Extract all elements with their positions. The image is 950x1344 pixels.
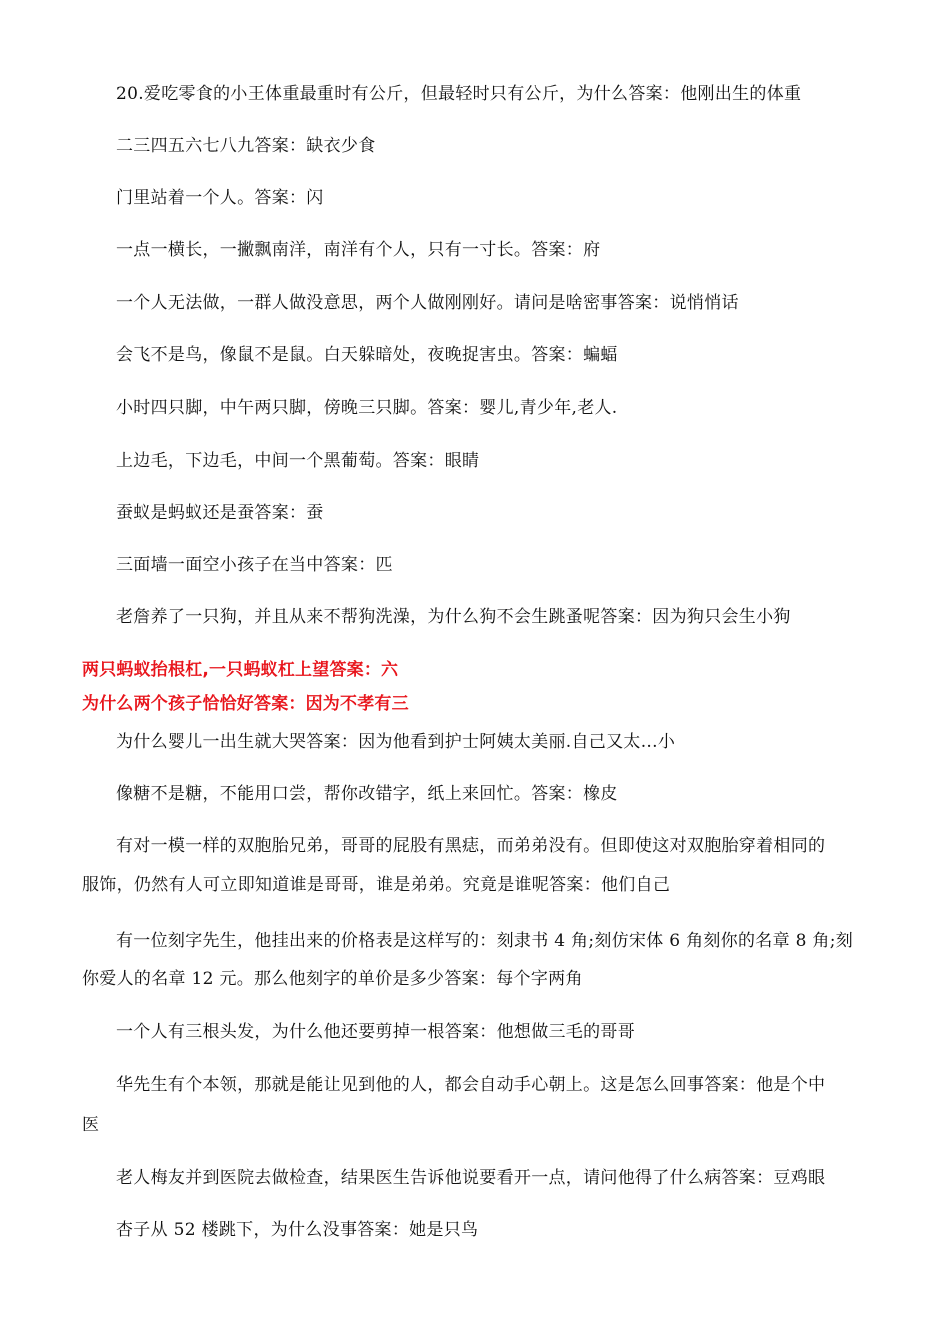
riddle-line: 会飞不是鸟，像鼠不是鼠。白天躲暗处，夜晚捉害虫。答案：蝙蝠 [116, 345, 618, 365]
riddle-line: 一个人无法做，一群人做没意思，两个人做刚刚好。请问是啥密事答案：说悄悄话 [116, 293, 739, 313]
riddle-line: 杏子从 52 楼跳下，为什么没事答案：她是只鸟 [116, 1220, 479, 1240]
engraver-riddle-line-1: 有一位刻字先生，他挂出来的价格表是这样写的：刻隶书 4 角;刻仿宋体 6 角刻你的名章 8 角;刻 [116, 931, 854, 951]
riddle-line: 上边毛，下边毛，中间一个黑葡萄。答案：眼睛 [116, 451, 480, 471]
doctor-riddle-line-1: 华先生有个本领，那就是能让见到他的人，都会自动手心朝上。这是怎么回事答案：他是个中 [116, 1075, 826, 1095]
riddle-line: 20.爱吃零食的小王体重最重时有公斤，但最轻时只有公斤，为什么答案：他刚出生的体重 [116, 84, 802, 104]
riddle-line: 蚕蚁是蚂蚁还是蚕答案：蚕 [116, 503, 324, 523]
twins-riddle-line-1: 有对一模一样的双胞胎兄弟，哥哥的屁股有黑痣，而弟弟没有。但即使这对双胞胎穿着相同的 [116, 836, 826, 856]
riddle-line: 为什么婴儿一出生就大哭答案：因为他看到护士阿姨太美丽.自己又太...小 [116, 732, 676, 752]
engraver-riddle-line-2: 你爱人的名章 12 元。那么他刻字的单价是多少答案：每个字两角 [82, 969, 583, 989]
riddle-line: 三面墙一面空小孩子在当中答案：匹 [116, 555, 393, 575]
riddle-line: 小时四只脚，中午两只脚，傍晚三只脚。答案：婴儿,青少年,老人. [116, 398, 618, 418]
riddle-line: 一个人有三根头发，为什么他还要剪掉一根答案：他想做三毛的哥哥 [116, 1022, 635, 1042]
riddle-line: 门里站着一个人。答案：闪 [116, 188, 324, 208]
riddle-line: 一点一横长，一撇飘南洋，南洋有个人，只有一寸长。答案：府 [116, 240, 601, 260]
riddle-line: 二三四五六七八九答案：缺衣少食 [116, 136, 376, 156]
riddle-line: 老人梅友并到医院去做检查，结果医生告诉他说要看开一点，请问他得了什么病答案：豆鸡眼 [116, 1168, 826, 1188]
highlight-riddle: 两只蚂蚁抬根杠,一只蚂蚁杠上望答案：六 [82, 660, 399, 680]
riddle-line: 像糖不是糖，不能用口尝，帮你改错字，纸上来回忙。答案：橡皮 [116, 784, 618, 804]
twins-riddle-line-2: 服饰，仍然有人可立即知道谁是哥哥，谁是弟弟。究竟是谁呢答案：他们自己 [82, 875, 671, 895]
doctor-riddle-line-2: 医 [82, 1115, 100, 1135]
riddle-line: 老詹养了一只狗，并且从来不帮狗洗澡，为什么狗不会生跳蚤呢答案：因为狗只会生小狗 [116, 607, 791, 627]
highlight-riddle: 为什么两个孩子恰恰好答案：因为不孝有三 [82, 694, 409, 714]
